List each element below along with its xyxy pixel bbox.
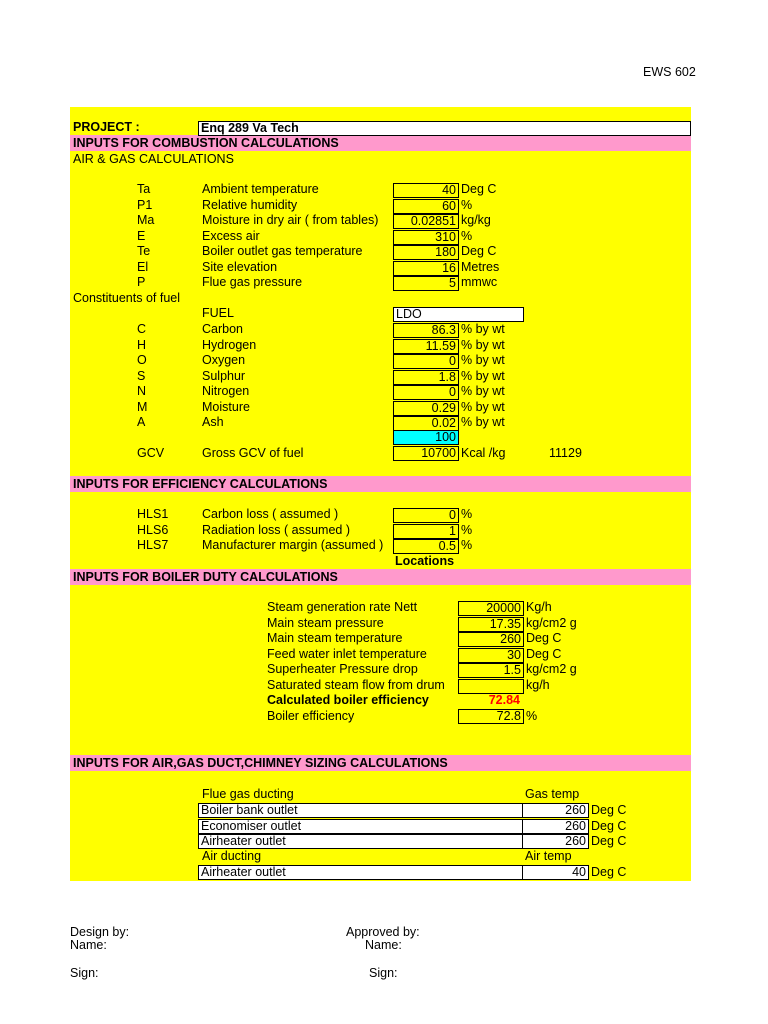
row-description: Feed water inlet temperature: [267, 646, 427, 661]
row-unit: kg/cm2 g: [526, 662, 577, 676]
value-field[interactable]: 310: [393, 230, 459, 245]
approved-sign-label: Sign:: [369, 966, 398, 980]
duct-temp-unit: Deg C: [591, 818, 627, 833]
row-unit: Kg/h: [526, 600, 552, 614]
row-description: Oxygen: [202, 353, 246, 367]
value-field[interactable]: 1.8: [393, 370, 459, 385]
value-field[interactable]: 1.5: [458, 663, 524, 678]
row-unit: % by wt: [461, 353, 505, 367]
value-field[interactable]: 260: [458, 632, 524, 647]
row-description: Ambient temperature: [202, 182, 319, 196]
row-symbol: Ma: [137, 213, 155, 227]
duct-temp-unit: Deg C: [591, 834, 627, 848]
section-combustion: INPUTS FOR COMBUSTION CALCULATIONS: [70, 135, 691, 151]
boiler-efficiency-unit: %: [526, 709, 538, 723]
air-temp-header: Air temp: [525, 849, 572, 863]
approved-name-label: Name:: [365, 938, 402, 952]
row-description: Site elevation: [202, 259, 278, 274]
value-field[interactable]: 0: [393, 508, 459, 523]
flue-gas-ducting-header: Flue gas ducting: [202, 787, 294, 801]
row-description: Steam generation rate Nett: [267, 600, 418, 614]
duct-location-cell[interactable]: Airheater outlet: [198, 834, 523, 849]
row-symbol: P1: [137, 197, 153, 212]
row-symbol: N: [137, 384, 147, 398]
section-duct: INPUTS FOR AIR,GAS DUCT,CHIMNEY SIZING CALCULATIONS: [70, 755, 691, 771]
section-efficiency: INPUTS FOR EFFICIENCY CALCULATIONS: [70, 476, 691, 492]
duct-temp-unit: Deg C: [591, 803, 627, 817]
row-unit: kg/cm2 g: [526, 615, 577, 630]
project-label: PROJECT :: [73, 120, 140, 134]
row-symbol: P: [137, 275, 146, 289]
row-description: Flue gas pressure: [202, 275, 303, 289]
row-unit: %: [461, 522, 473, 537]
gas-temp-header: Gas temp: [525, 787, 580, 801]
gcv-computed-value: 11129: [549, 446, 582, 460]
row-unit: Deg C: [526, 646, 562, 661]
value-field[interactable]: 0.5: [393, 539, 459, 554]
fuel-total-cell: 100: [393, 430, 459, 445]
air-ducting-header: Air ducting: [202, 849, 262, 863]
fuel-type-field[interactable]: LDO: [393, 307, 524, 322]
row-unit: kg/h: [526, 677, 550, 692]
gcv-description: Gross GCV of fuel: [202, 446, 304, 460]
row-unit: %: [461, 507, 473, 521]
locations-label: Locations: [395, 554, 455, 568]
gcv-symbol: GCV: [137, 446, 165, 460]
duct-temp-field[interactable]: 260: [522, 803, 589, 818]
design-by-label: Design by:: [70, 925, 130, 939]
value-field[interactable]: 5: [393, 276, 459, 291]
air-gas-heading: AIR & GAS CALCULATIONS: [73, 152, 234, 166]
boiler-efficiency-field[interactable]: 72.8: [458, 709, 524, 724]
boiler-efficiency-label: Boiler efficiency: [267, 709, 355, 723]
duct-temp-field[interactable]: 260: [522, 819, 589, 834]
row-unit: %: [461, 197, 473, 212]
row-symbol: El: [137, 259, 149, 274]
document-code: EWS 602: [643, 65, 696, 79]
row-unit: Metres: [461, 259, 500, 274]
value-field[interactable]: 16: [393, 261, 459, 276]
row-symbol: HLS1: [137, 507, 169, 521]
row-symbol: C: [137, 322, 147, 336]
row-unit: % by wt: [461, 322, 505, 336]
row-description: Carbon: [202, 322, 243, 336]
row-unit: Deg C: [461, 182, 497, 196]
constituents-label: Constituents of fuel: [73, 291, 181, 305]
row-description: Relative humidity: [202, 197, 298, 212]
value-field[interactable]: 0: [393, 385, 459, 400]
value-field[interactable]: 11.59: [393, 339, 459, 354]
row-symbol: Te: [137, 244, 151, 258]
calc-efficiency-value: 72.84: [488, 693, 520, 707]
row-description: Boiler outlet gas temperature: [202, 244, 363, 258]
row-description: Ash: [202, 415, 224, 429]
value-field[interactable]: 0.02851: [393, 214, 459, 229]
row-symbol: A: [137, 415, 146, 429]
row-unit: % by wt: [461, 399, 505, 414]
row-symbol: Ta: [137, 182, 151, 196]
row-unit: Deg C: [526, 631, 562, 645]
duct-temp-unit: Deg C: [591, 865, 627, 879]
row-symbol: S: [137, 368, 146, 383]
row-unit: mmwc: [461, 275, 498, 289]
row-symbol: E: [137, 228, 146, 243]
row-unit: %: [461, 538, 473, 552]
row-description: Superheater Pressure drop: [267, 662, 418, 676]
row-symbol: O: [137, 353, 147, 367]
calc-efficiency-label: Calculated boiler efficiency: [267, 693, 429, 707]
value-field[interactable]: 40: [393, 183, 459, 198]
gcv-unit: Kcal /kg: [461, 446, 506, 460]
row-unit: % by wt: [461, 368, 505, 383]
gcv-field[interactable]: 10700: [393, 446, 459, 461]
row-symbol: HLS7: [137, 538, 169, 552]
row-description: Moisture in dry air ( from tables): [202, 213, 379, 227]
design-sign-label: Sign:: [70, 966, 99, 980]
row-description: Manufacturer margin (assumed ): [202, 538, 384, 552]
row-description: Moisture: [202, 399, 250, 414]
row-symbol: M: [137, 399, 148, 414]
row-unit: % by wt: [461, 415, 505, 429]
row-description: Hydrogen: [202, 337, 257, 352]
value-field[interactable]: 86.3: [393, 323, 459, 338]
value-field[interactable]: 0.02: [393, 416, 459, 431]
value-field[interactable]: 0: [393, 354, 459, 369]
row-description: Radiation loss ( assumed ): [202, 522, 350, 537]
approved-by-label: Approved by:: [346, 925, 420, 939]
row-symbol: HLS6: [137, 522, 169, 537]
duct-temp-field[interactable]: 40: [522, 865, 589, 880]
row-description: Main steam pressure: [267, 615, 384, 630]
project-field[interactable]: Enq 289 Va Tech: [198, 121, 691, 136]
duct-temp-field[interactable]: 260: [522, 834, 589, 849]
row-unit: %: [461, 228, 473, 243]
value-field[interactable]: 20000: [458, 601, 524, 616]
duct-location-cell[interactable]: Boiler bank outlet: [198, 803, 523, 818]
duct-location-cell[interactable]: Airheater outlet: [198, 865, 523, 880]
design-name-label: Name:: [70, 938, 107, 952]
row-description: Carbon loss ( assumed ): [202, 507, 339, 521]
value-field[interactable]: [458, 679, 524, 694]
row-unit: % by wt: [461, 384, 505, 398]
duct-location-cell[interactable]: Economiser outlet: [198, 819, 523, 834]
value-field[interactable]: 60: [393, 199, 459, 214]
value-field[interactable]: 0.29: [393, 401, 459, 416]
fuel-label: FUEL: [202, 306, 234, 320]
row-symbol: H: [137, 337, 147, 352]
row-description: Saturated steam flow from drum: [267, 677, 445, 692]
value-field[interactable]: 17.35: [458, 617, 524, 632]
row-unit: Deg C: [461, 244, 497, 258]
row-description: Nitrogen: [202, 384, 250, 398]
row-unit: % by wt: [461, 337, 505, 352]
value-field[interactable]: 30: [458, 648, 524, 663]
value-field[interactable]: 180: [393, 245, 459, 260]
value-field[interactable]: 1: [393, 524, 459, 539]
row-unit: kg/kg: [461, 213, 491, 227]
row-description: Main steam temperature: [267, 631, 403, 645]
section-boiler-duty: INPUTS FOR BOILER DUTY CALCULATIONS: [70, 569, 691, 585]
row-description: Sulphur: [202, 368, 246, 383]
row-description: Excess air: [202, 228, 260, 243]
